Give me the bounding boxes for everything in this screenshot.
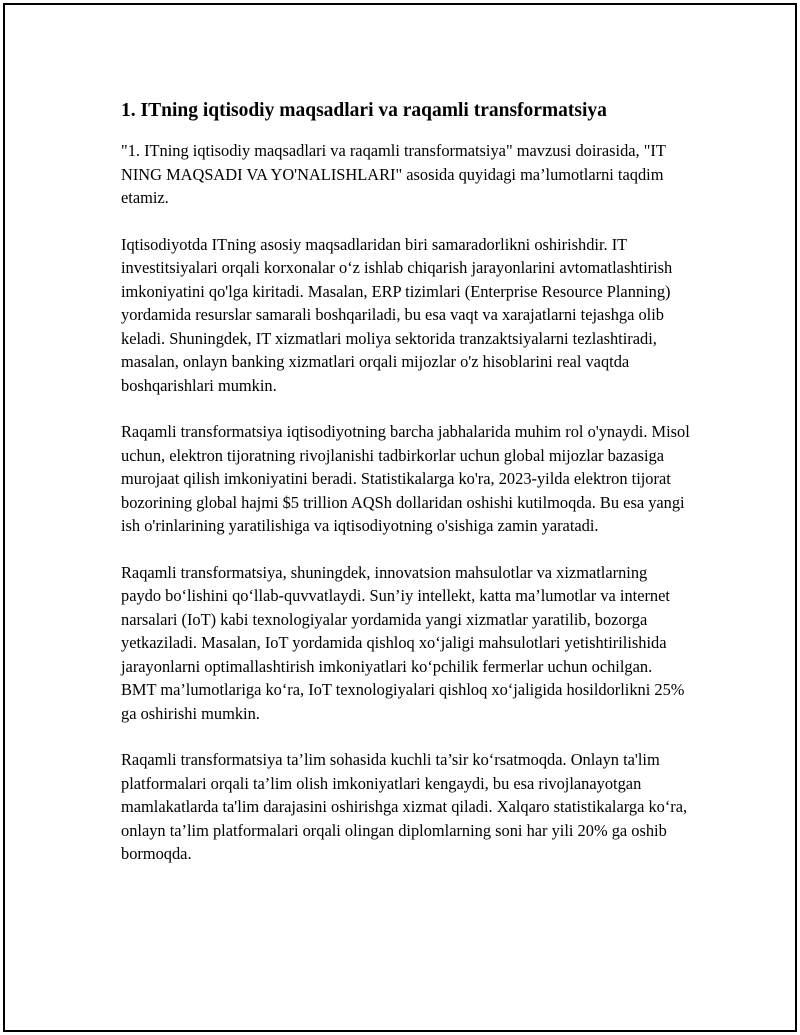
document-title: 1. ITning iqtisodiy maqsadlari va raqamli transformatsiya (121, 100, 607, 121)
paragraph-efficiency: Iqtisodiyotda ITning asosiy maqsadlaridan biri samaradorlikni oshirishdir. IT investitsiyalari orqali korxonalar o‘z ishlab chiqarish jarayonlarini avtomatlashtirish imkoniyatini qo'lga kiritadi. Masalan, ERP tizimlari (Enterprise Resource Planning) yordamida resurslar samarali boshqariladi, bu esa vaqt va xarajatlarni tejashga olib keladi. Shuningdek, IT xizmatlari moliya sektorida tranzaktsiyalarni tezlashtiradi, masalan, onlayn banking xizmatlari orqali mijozlar o'z hisoblarini real vaqtda boshqarishlari mumkin. (121, 234, 673, 395)
paragraph-intro: "1. ITning iqtisodiy maqsadlari va raqamli transformatsiya" mavzusi doirasida, "IT NING MAQSADI VA YO'NALISHLARI" asosida quyidagi ma’lumotlarni taqdim etamiz. (121, 141, 666, 207)
page-frame (3, 3, 797, 1032)
document-body (121, 97, 691, 889)
paragraph-innovation: Raqamli transformatsiya, shuningdek, innovatsion mahsulotlar va xizmatlarning paydo bo‘lishini qo‘llab-quvvatlaydi. Sun’iy intellekt, katta ma’lumotlar va internet narsalari (IoT) kabi texnologiyalar yordamida yangi xizmatlar yaratilib, bozorga yetkaziladi. Masalan, IoT yordamida qishloq xo‘jaligi mahsulotlari yetishtirilishida jarayonlarni optimallashtirish imkoniyatlari ko‘pchilik fermerlar uchun ochilgan. BMT ma’lumotlariga ko‘ra, IoT texnologiyalari qishloq xo‘jaligida hosildorlikni 25% ga oshirishi mumkin. (121, 562, 685, 723)
paragraph-ecommerce: Raqamli transformatsiya iqtisodiyotning barcha jabhalarida muhim rol o'ynaydi. Misol uchun, elektron tijoratning rivojlanishi tadbirkorlar uchun global mijozlar bazasiga murojaat qilish imkoniyatini beradi. Statistikalarga ko'ra, 2023-yilda elektron tijorat bozorining global hajmi $5 trillion AQSh dollaridan oshishi kutilmoqda. Bu esa yangi ish o'rinlarining yaratilishiga va iqtisodiyotning o'sishiga zamin yaratadi. (121, 422, 690, 535)
paragraph-education: Raqamli transformatsiya ta’lim sohasida kuchli ta’sir ko‘rsatmoqda. Onlayn ta'lim platformalari orqali ta’lim olish imkoniyatlari kengaydi, bu esa rivojlanayotgan mamlakatlarda ta'lim darajasini oshirishga xizmat qiladi. Xalqaro statistikalarga ko‘ra, onlayn ta’lim platformalari orqali olingan diplomlarning soni har yili 20% ga oshib bormoqda. (121, 750, 688, 863)
